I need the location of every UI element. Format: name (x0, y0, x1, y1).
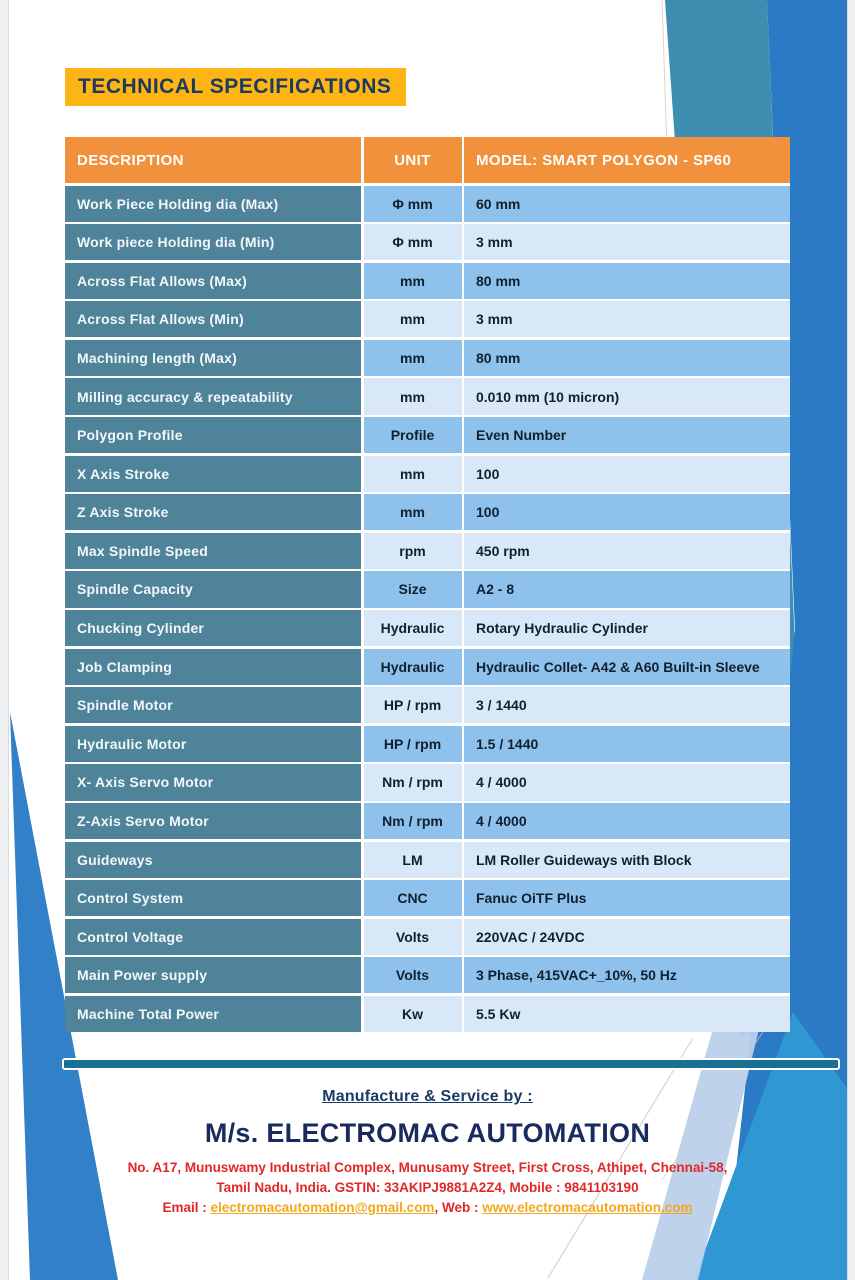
row-unit: Nm / rpm (364, 803, 462, 839)
row-value: A2 - 8 (464, 571, 790, 607)
row-description: Hydraulic Motor (65, 726, 361, 762)
row-value: 100 (464, 494, 790, 530)
row-unit: Volts (364, 919, 462, 955)
row-unit: HP / rpm (364, 726, 462, 762)
table-row (65, 340, 790, 376)
manufacture-service-label: Manufacture & Service by : (322, 1088, 533, 1105)
row-description: Job Clamping (65, 649, 361, 685)
row-unit: mm (364, 301, 462, 337)
row-unit: Hydraulic (364, 610, 462, 646)
row-unit: rpm (364, 533, 462, 569)
row-value: Even Number (464, 417, 790, 453)
email-label: Email : (162, 1200, 211, 1215)
row-description: Spindle Motor (65, 687, 361, 723)
row-description: X Axis Stroke (65, 456, 361, 492)
row-value: Hydraulic Collet- A42 & A60 Built-in Sleeve (464, 649, 790, 685)
row-description: Milling accuracy & repeatability (65, 378, 361, 414)
table-row (65, 842, 790, 878)
row-value: 3 mm (464, 224, 790, 260)
footer-separator-bar (62, 1058, 840, 1070)
row-value: 3 / 1440 (464, 687, 790, 723)
row-value: LM Roller Guideways with Block (464, 842, 790, 878)
row-description: X- Axis Servo Motor (65, 764, 361, 800)
row-unit: Size (364, 571, 462, 607)
header-description: DESCRIPTION (65, 137, 361, 183)
row-value: 80 mm (464, 340, 790, 376)
table-row (65, 417, 790, 453)
table-header-row (65, 137, 790, 183)
row-value: 220VAC / 24VDC (464, 919, 790, 955)
row-unit: mm (364, 340, 462, 376)
table-row (65, 571, 790, 607)
table-row (65, 224, 790, 260)
table-row (65, 263, 790, 299)
email-link[interactable]: electromacautomation@gmail.com (210, 1200, 435, 1215)
row-unit: HP / rpm (364, 687, 462, 723)
page-title: TECHNICAL SPECIFICATIONS (65, 68, 406, 106)
row-description: Across Flat Allows (Min) (65, 301, 361, 337)
footer (65, 1088, 790, 1218)
table-row (65, 957, 790, 993)
row-unit: Φ mm (364, 186, 462, 222)
row-description: Control System (65, 880, 361, 916)
row-description: Work Piece Holding dia (Max) (65, 186, 361, 222)
table-row (65, 996, 790, 1032)
table-row (65, 880, 790, 916)
table-row (65, 687, 790, 723)
row-description: Work piece Holding dia (Min) (65, 224, 361, 260)
contact-line (65, 1198, 790, 1218)
row-unit: Volts (364, 957, 462, 993)
row-description: Guideways (65, 842, 361, 878)
web-link[interactable]: www.electromacautomation.com (482, 1200, 693, 1215)
table-row (65, 764, 790, 800)
row-unit: mm (364, 378, 462, 414)
page-edge-left (0, 0, 9, 1280)
row-value: 4 / 4000 (464, 764, 790, 800)
row-description: Spindle Capacity (65, 571, 361, 607)
table-row (65, 919, 790, 955)
row-description: Z-Axis Servo Motor (65, 803, 361, 839)
table-row (65, 378, 790, 414)
row-value: 3 Phase, 415VAC+_10%, 50 Hz (464, 957, 790, 993)
row-value: 3 mm (464, 301, 790, 337)
row-description: Machining length (Max) (65, 340, 361, 376)
table-row (65, 726, 790, 762)
company-address (65, 1158, 790, 1198)
page-edge-right (847, 0, 855, 1280)
row-description: Z Axis Stroke (65, 494, 361, 530)
row-description: Across Flat Allows (Max) (65, 263, 361, 299)
row-value: Rotary Hydraulic Cylinder (464, 610, 790, 646)
table-row (65, 186, 790, 222)
row-unit: mm (364, 456, 462, 492)
web-label: Web : (441, 1200, 483, 1215)
table-row (65, 301, 790, 337)
row-value: 80 mm (464, 263, 790, 299)
company-name: M/s. ELECTROMAC AUTOMATION (204, 1118, 651, 1148)
table-row (65, 456, 790, 492)
table-row (65, 803, 790, 839)
row-unit: CNC (364, 880, 462, 916)
row-unit: LM (364, 842, 462, 878)
row-unit: Profile (364, 417, 462, 453)
spec-table (65, 137, 790, 1032)
row-value: 60 mm (464, 186, 790, 222)
header-model: MODEL: SMART POLYGON - SP60 (464, 137, 790, 183)
row-unit: Φ mm (364, 224, 462, 260)
row-description: Main Power supply (65, 957, 361, 993)
row-description: Polygon Profile (65, 417, 361, 453)
address-line-1: No. A17, Munuswamy Industrial Complex, Munusamy Street, First Cross, Athipet, Chennai-58, (127, 1160, 728, 1175)
row-value: 5.5 Kw (464, 996, 790, 1032)
row-value: 1.5 / 1440 (464, 726, 790, 762)
row-unit: Hydraulic (364, 649, 462, 685)
row-unit: Nm / rpm (364, 764, 462, 800)
row-value: 4 / 4000 (464, 803, 790, 839)
row-unit: mm (364, 494, 462, 530)
table-row (65, 649, 790, 685)
table-row (65, 610, 790, 646)
row-description: Machine Total Power (65, 996, 361, 1032)
row-unit: Kw (364, 996, 462, 1032)
row-value: 100 (464, 456, 790, 492)
table-row (65, 494, 790, 530)
contact-separator: , (434, 1200, 442, 1215)
row-value: 450 rpm (464, 533, 790, 569)
row-description: Control Voltage (65, 919, 361, 955)
header-unit: UNIT (364, 137, 462, 183)
row-value: Fanuc OiTF Plus (464, 880, 790, 916)
row-description: Max Spindle Speed (65, 533, 361, 569)
table-row (65, 533, 790, 569)
row-unit: mm (364, 263, 462, 299)
address-line-2: Tamil Nadu, India. GSTIN: 33AKIPJ9881A2Z4, Mobile : 9841103190 (216, 1180, 639, 1195)
row-value: 0.010 mm (10 micron) (464, 378, 790, 414)
row-description: Chucking Cylinder (65, 610, 361, 646)
